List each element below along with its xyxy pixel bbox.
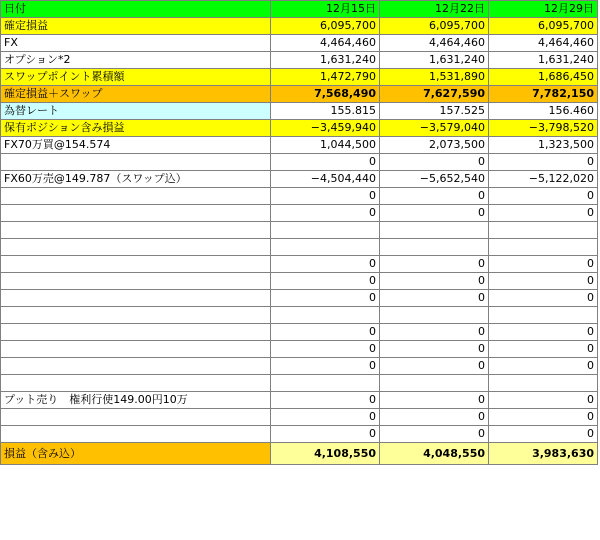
value-cell[interactable]: 155.815 [271, 103, 380, 120]
date-cell[interactable]: 12月29日 [489, 1, 598, 18]
value-cell[interactable]: 0 [489, 392, 598, 409]
value-cell[interactable]: −4,504,440 [271, 171, 380, 188]
value-cell[interactable] [271, 307, 380, 324]
value-cell[interactable]: 7,627,590 [380, 86, 489, 103]
value-cell[interactable] [271, 239, 380, 256]
value-cell[interactable]: 0 [489, 324, 598, 341]
value-cell[interactable]: 0 [271, 324, 380, 341]
table-row [1, 239, 598, 256]
row-label-cell[interactable] [1, 273, 271, 290]
value-cell[interactable]: 0 [489, 188, 598, 205]
value-cell[interactable]: 0 [380, 188, 489, 205]
value-cell[interactable]: 3,983,630 [489, 443, 598, 465]
value-cell[interactable] [380, 222, 489, 239]
value-cell[interactable]: 0 [271, 256, 380, 273]
value-cell[interactable]: −3,459,940 [271, 120, 380, 137]
table-row [1, 69, 598, 86]
header-label-cell[interactable]: 日付 [1, 1, 271, 18]
value-cell[interactable]: 1,686,450 [489, 69, 598, 86]
value-cell[interactable]: 6,095,700 [271, 18, 380, 35]
table-row [1, 35, 598, 52]
row-label-cell[interactable] [1, 222, 271, 239]
table-row [1, 52, 598, 69]
row-label-cell[interactable] [1, 341, 271, 358]
table-row [1, 86, 598, 103]
table-row [1, 120, 598, 137]
value-cell[interactable]: 0 [271, 358, 380, 375]
value-cell[interactable]: 0 [489, 205, 598, 222]
value-cell[interactable]: 0 [489, 290, 598, 307]
value-cell[interactable]: 1,631,240 [489, 52, 598, 69]
value-cell[interactable]: 0 [271, 426, 380, 443]
value-cell[interactable]: 1,531,890 [380, 69, 489, 86]
table-row [1, 426, 598, 443]
value-cell[interactable] [489, 375, 598, 392]
table-row [1, 324, 598, 341]
value-cell[interactable]: 0 [489, 273, 598, 290]
table-row [1, 307, 598, 324]
row-label-cell[interactable] [1, 409, 271, 426]
row-label-cell[interactable]: FX [1, 35, 271, 52]
value-cell[interactable]: 0 [489, 154, 598, 171]
value-cell[interactable]: 6,095,700 [380, 18, 489, 35]
value-cell[interactable]: −5,652,540 [380, 171, 489, 188]
value-cell[interactable]: 4,464,460 [380, 35, 489, 52]
row-label-cell[interactable]: 損益（含み込） [1, 443, 271, 465]
value-cell[interactable]: 2,073,500 [380, 137, 489, 154]
value-cell[interactable]: 0 [271, 290, 380, 307]
header-row [1, 1, 598, 18]
table-row [1, 256, 598, 273]
value-cell[interactable]: 0 [380, 358, 489, 375]
value-cell[interactable]: 0 [271, 392, 380, 409]
value-cell[interactable]: 0 [271, 409, 380, 426]
row-label-cell[interactable] [1, 426, 271, 443]
value-cell[interactable]: 0 [380, 273, 489, 290]
value-cell[interactable]: 0 [380, 154, 489, 171]
row-label-cell[interactable] [1, 256, 271, 273]
row-label-cell[interactable] [1, 239, 271, 256]
table-row [1, 375, 598, 392]
value-cell[interactable] [380, 307, 489, 324]
value-cell[interactable]: −3,798,520 [489, 120, 598, 137]
value-cell[interactable]: 0 [380, 256, 489, 273]
total-row [1, 443, 598, 465]
value-cell[interactable]: 0 [489, 409, 598, 426]
table-row [1, 137, 598, 154]
value-cell[interactable] [380, 375, 489, 392]
value-cell[interactable]: 0 [271, 154, 380, 171]
table-row [1, 188, 598, 205]
value-cell[interactable]: 156.460 [489, 103, 598, 120]
value-cell[interactable]: −3,579,040 [380, 120, 489, 137]
row-label-cell[interactable] [1, 290, 271, 307]
table-row [1, 222, 598, 239]
value-cell[interactable]: 0 [489, 426, 598, 443]
row-label-cell[interactable]: オプション*2 [1, 52, 271, 69]
table-row [1, 103, 598, 120]
table-row [1, 154, 598, 171]
row-label-cell[interactable]: 為替レート [1, 103, 271, 120]
value-cell[interactable]: 1,631,240 [380, 52, 489, 69]
row-label-cell[interactable]: スワップポイント累積額 [1, 69, 271, 86]
value-cell[interactable]: 4,464,460 [489, 35, 598, 52]
value-cell[interactable]: 0 [489, 341, 598, 358]
table-row [1, 205, 598, 222]
table-row [1, 290, 598, 307]
date-cell[interactable]: 12月15日 [271, 1, 380, 18]
value-cell[interactable]: 7,782,150 [489, 86, 598, 103]
table-row [1, 273, 598, 290]
date-cell[interactable]: 12月22日 [380, 1, 489, 18]
row-label-cell[interactable] [1, 307, 271, 324]
table-row [1, 358, 598, 375]
row-label-cell[interactable] [1, 154, 271, 171]
row-label-cell[interactable] [1, 205, 271, 222]
value-cell[interactable]: 0 [380, 341, 489, 358]
value-cell[interactable]: 4,048,550 [380, 443, 489, 465]
value-cell[interactable] [489, 307, 598, 324]
value-cell[interactable] [489, 222, 598, 239]
value-cell[interactable]: 0 [489, 358, 598, 375]
row-label-cell[interactable]: FX70万買@154.574 [1, 137, 271, 154]
value-cell[interactable]: 0 [271, 205, 380, 222]
row-label-cell[interactable] [1, 324, 271, 341]
table-row [1, 341, 598, 358]
value-cell[interactable]: 0 [380, 290, 489, 307]
value-cell[interactable]: 7,568,490 [271, 86, 380, 103]
row-label-cell[interactable]: 保有ポジション含み損益 [1, 120, 271, 137]
row-label-cell[interactable]: 確定損益＋スワップ [1, 86, 271, 103]
value-cell[interactable] [271, 375, 380, 392]
row-label-cell[interactable]: 確定損益 [1, 18, 271, 35]
value-cell[interactable]: 0 [380, 205, 489, 222]
row-label-cell[interactable] [1, 188, 271, 205]
value-cell[interactable]: 1,323,500 [489, 137, 598, 154]
value-cell[interactable]: −5,122,020 [489, 171, 598, 188]
row-label-cell[interactable] [1, 375, 271, 392]
table-row [1, 171, 598, 188]
value-cell[interactable]: 4,108,550 [271, 443, 380, 465]
value-cell[interactable] [271, 222, 380, 239]
value-cell[interactable]: 157.525 [380, 103, 489, 120]
table-row [1, 392, 598, 409]
table-row [1, 409, 598, 426]
value-cell[interactable]: 0 [489, 256, 598, 273]
value-cell[interactable]: 0 [380, 392, 489, 409]
value-cell[interactable]: 1,472,790 [271, 69, 380, 86]
value-cell[interactable] [380, 239, 489, 256]
value-cell[interactable]: 0 [380, 409, 489, 426]
row-label-cell[interactable]: FX60万売@149.787（スワップ込） [1, 171, 271, 188]
value-cell[interactable]: 0 [380, 426, 489, 443]
table-row [1, 18, 598, 35]
value-cell[interactable]: 0 [271, 341, 380, 358]
value-cell[interactable]: 4,464,460 [271, 35, 380, 52]
value-cell[interactable] [489, 239, 598, 256]
value-cell[interactable]: 0 [271, 188, 380, 205]
row-label-cell[interactable]: プット売り 権利行使149.00円10万 [1, 392, 271, 409]
row-label-cell[interactable] [1, 358, 271, 375]
value-cell[interactable]: 0 [380, 324, 489, 341]
value-cell[interactable]: 0 [271, 273, 380, 290]
value-cell[interactable]: 1,044,500 [271, 137, 380, 154]
value-cell[interactable]: 1,631,240 [271, 52, 380, 69]
value-cell[interactable]: 6,095,700 [489, 18, 598, 35]
